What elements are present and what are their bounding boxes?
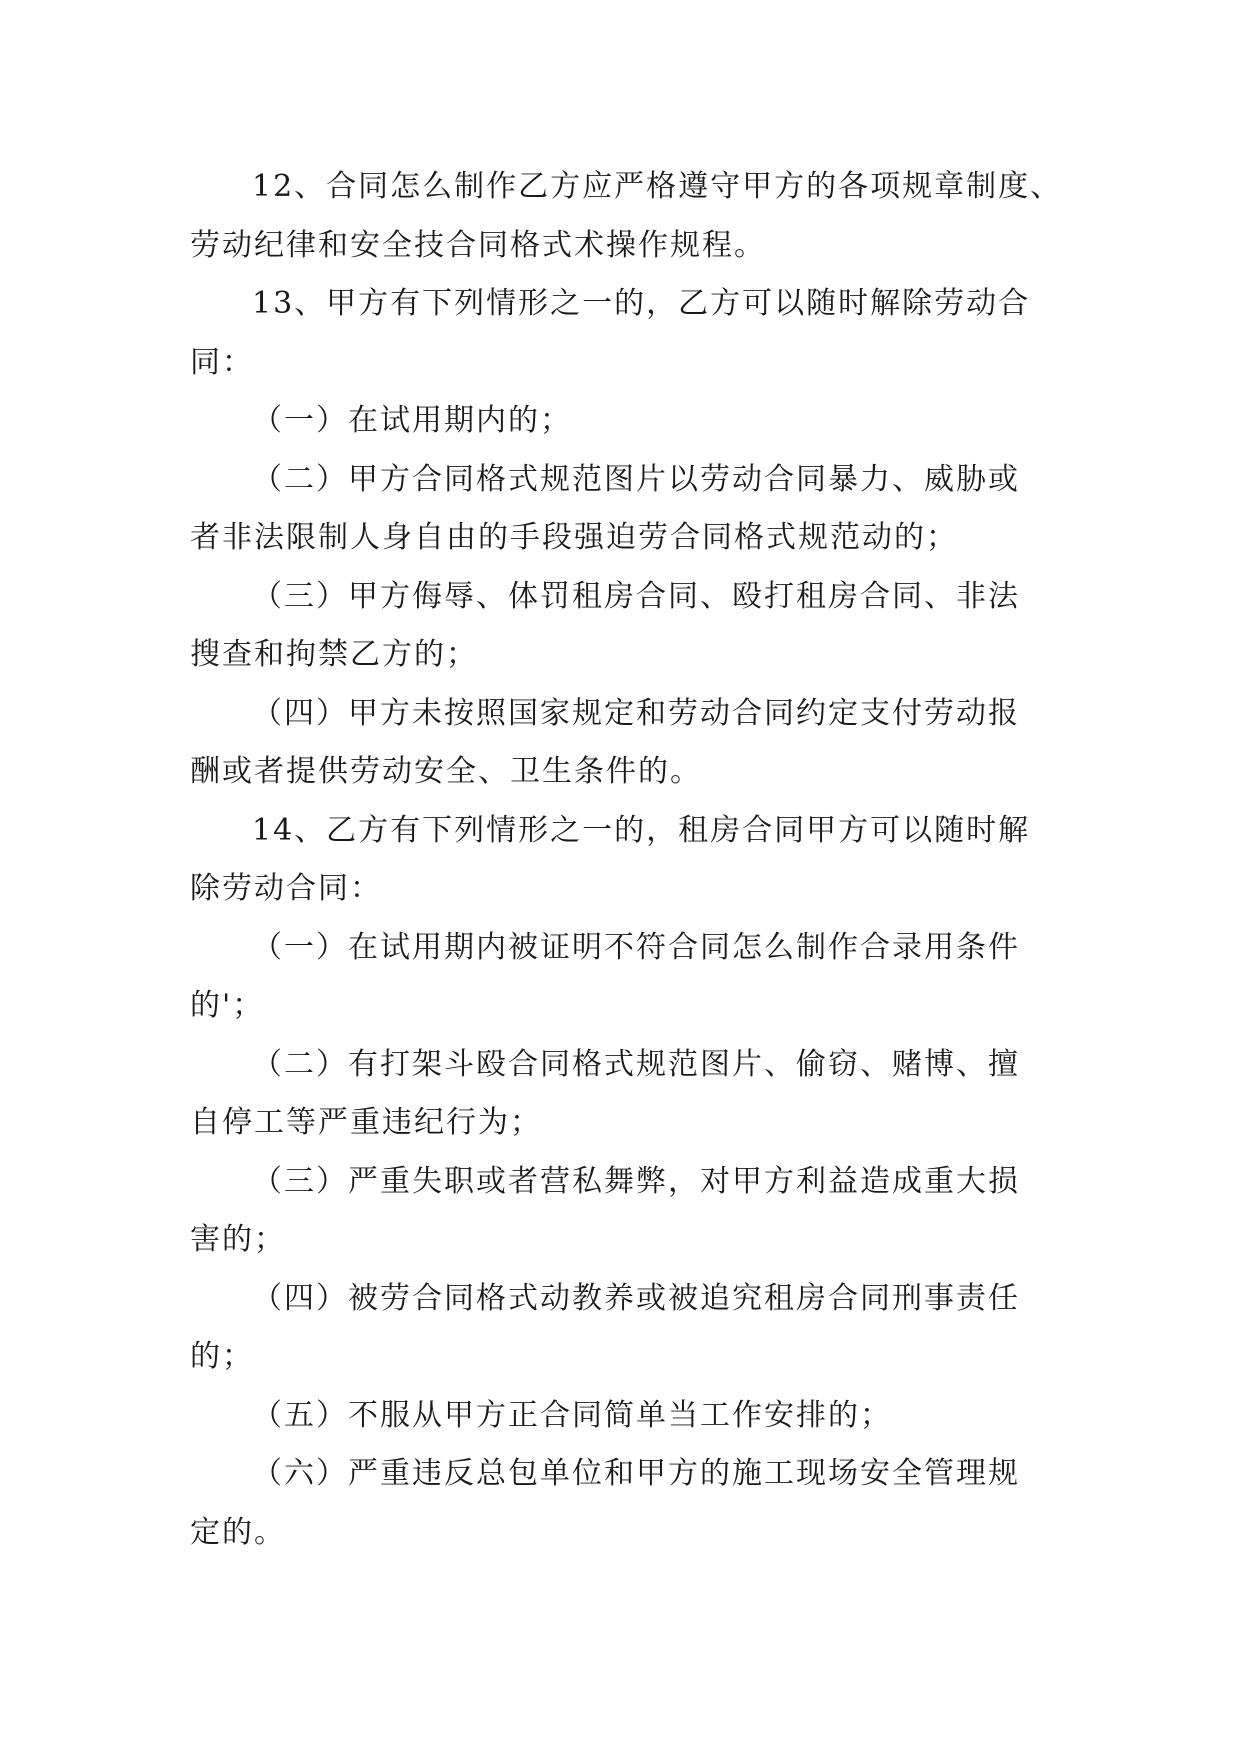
text-line: 搜查和拘禁乙方的； (190, 637, 478, 672)
text-line: （一）在试用期内的； (252, 403, 572, 438)
text-line: 13、甲方有下列情形之一的，乙方可以随时解除劳动合 (252, 286, 1031, 321)
text-line: 劳动纪律和安全技合同格式术操作规程。 (190, 227, 766, 263)
text-line: 12、合同怎么制作乙方应严格遵守甲方的各项规章制度、 (252, 169, 1063, 204)
text-line: 的'； (190, 988, 265, 1023)
text-line: 同： (190, 344, 254, 380)
text-line: 酬或者提供劳动安全、卫生条件的。 (190, 754, 702, 789)
text-line: （二）甲方合同格式规范图片以劳动合同暴力、威胁或 (252, 461, 1020, 497)
text-line: 定的。 (190, 1514, 286, 1550)
text-line: 自停工等严重违纪行为； (190, 1105, 542, 1140)
text-line: 者非法限制人身自由的手段强迫劳合同格式规范动的； (190, 520, 958, 555)
text-line: 除劳动合同： (190, 871, 382, 906)
document-body (190, 158, 1090, 1562)
text-line: 害的； (190, 1222, 286, 1257)
text-line: （六）严重违反总包单位和甲方的施工现场安全管理规 (252, 1456, 1020, 1491)
text-line: （一）在试用期内被证明不符合同怎么制作合录用条件 (252, 929, 1020, 965)
text-line: （五）不服从甲方正合同简单当工作安排的； (252, 1397, 892, 1433)
text-line: 14、乙方有下列情形之一的，租房合同甲方可以随时解 (252, 812, 1031, 848)
text-line: （三）严重失职或者营私舞弊，对甲方利益造成重大损 (252, 1163, 1020, 1199)
text-line: 的； (190, 1339, 254, 1374)
text-line: （四）被劳合同格式动教养或被追究租房合同刑事责任 (252, 1280, 1020, 1316)
text-line: （四）甲方未按照国家规定和劳动合同约定支付劳动报 (252, 695, 1020, 731)
text-line: （三）甲方侮辱、体罚租房合同、殴打租房合同、非法 (252, 578, 1020, 614)
text-line: （二）有打架斗殴合同格式规范图片、偷窃、赌博、擅 (252, 1046, 1020, 1082)
